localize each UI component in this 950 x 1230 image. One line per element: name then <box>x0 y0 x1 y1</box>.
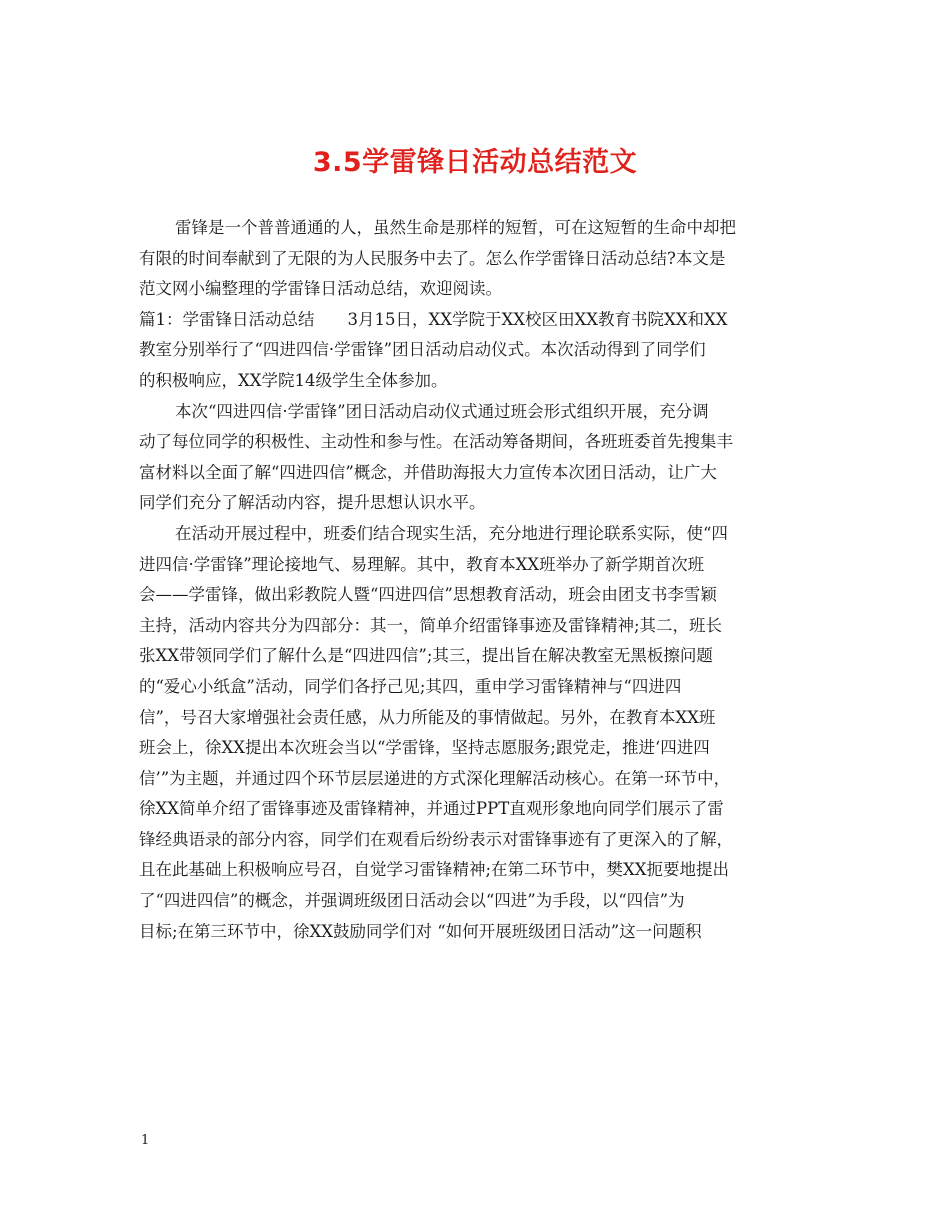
text-line: 班会上，徐XX提出本次班会当以“学雷锋，坚持志愿服务;跟党走，推进‘四进四 <box>139 738 710 758</box>
text-line: 篇1：学雷锋日活动总结 3月15日，XX学院于XX校区田XX教育书院XX和XX <box>139 309 728 329</box>
text-line: 信’”为主题，并通过四个环节层层递进的方式深化理解活动核心。在第一环节中， <box>139 768 731 788</box>
document-title: 3.5学雷锋日活动总结范文 <box>312 147 638 178</box>
text-line: 教室分别举行了“四进四信·学雷锋”团日活动启动仪式。本次活动得到了同学们 <box>139 340 706 360</box>
text-line: 同学们充分了解活动内容，提升思想认识水平。 <box>139 493 486 513</box>
text-line: 动了每位同学的积极性、主动性和参与性。在活动筹备期间，各班班委首先搜集丰 <box>139 432 733 452</box>
text-line: 锋经典语录的部分内容，同学们在观看后纷纷表示对雷锋事迹有了更深入的了解， <box>139 829 733 849</box>
text-line: 张XX带领同学们了解什么是“四进四信”;其三，提出旨在解决教室无黑板擦问题 <box>139 646 713 666</box>
text-line: 的“爱心小纸盒”活动，同学们各抒己见;其四，重申学习雷锋精神与“四进四 <box>139 676 682 696</box>
text-line: 的积极响应，XX学院14级学生全体参加。 <box>139 370 448 390</box>
text-line: 会——学雷锋，做出彩教院人暨“四进四信”思想教育活动，班会由团支书李雪颖 <box>139 585 717 605</box>
text-line: 徐XX简单介绍了雷锋事迹及雷锋精神，并通过PPT直观形象地向同学们展示了雷 <box>139 799 724 819</box>
text-line: 本次“四进四信·学雷锋”团日活动启动仪式通过班会形式组织开展，充分调 <box>175 401 709 421</box>
text-line: 目标;在第三环节中，徐XX鼓励同学们对 “如何开展班级团日活动”这一问题积 <box>139 921 702 941</box>
text-line: 有限的时间奉献到了无限的为人民服务中去了。怎么作学雷锋日活动总结?本文是 <box>139 248 726 268</box>
text-line: 雷锋是一个普普通通的人，虽然生命是那样的短暂，可在这短暂的生命中却把 <box>175 218 736 237</box>
text-line: 且在此基础上积极响应号召，自觉学习雷锋精神;在第二环节中，樊XX扼要地提出 <box>139 860 730 880</box>
text-line: 范文网小编整理的学雷锋日活动总结，欢迎阅读。 <box>139 279 502 299</box>
page-number: 1 <box>141 1133 150 1148</box>
text-line: 在活动开展过程中，班委们结合现实生活，充分地进行理论联系实际，使“四 <box>175 523 728 543</box>
document-body <box>139 213 821 947</box>
text-line: 进四信·学雷锋”理论接地气、易理解。其中，教育本XX班举办了新学期首次班 <box>139 554 705 574</box>
text-line: 信”，号召大家增强社会责任感，从力所能及的事情做起。另外，在教育本XX班 <box>139 707 716 727</box>
text-line: 富材料以全面了解“四进四信”概念，并借助海报大力宣传本次团日活动，让广大 <box>139 462 717 482</box>
text-line: 主持，活动内容共分为四部分：其一，简单介绍雷锋事迹及雷锋精神;其二，班长 <box>139 615 723 635</box>
text-line: 了“四进四信”的概念，并强调班级团日活动会以“四进”为手段，以“四信”为 <box>139 891 685 911</box>
